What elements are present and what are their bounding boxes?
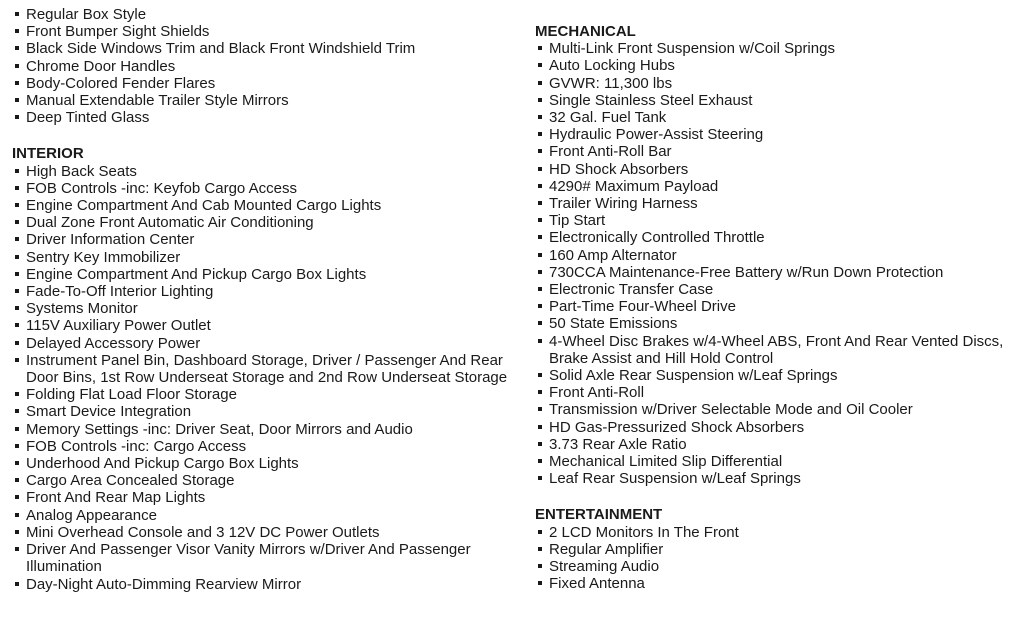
exterior-list — [12, 6, 527, 126]
entertainment-heading: ENTERTAINMENT — [535, 506, 663, 524]
list-item: Front Anti-Roll Bar — [535, 143, 1020, 160]
list-item: Analog Appearance — [12, 507, 527, 524]
list-item: Engine Compartment And Pickup Cargo Box Lights — [12, 266, 527, 283]
list-item: 32 Gal. Fuel Tank — [535, 109, 1020, 126]
list-item: Part-Time Four-Wheel Drive — [535, 298, 1020, 315]
list-item: Deep Tinted Glass — [12, 109, 527, 126]
list-item: Trailer Wiring Harness — [535, 195, 1020, 212]
list-item: Single Stainless Steel Exhaust — [535, 92, 1020, 109]
list-item: Body-Colored Fender Flares — [12, 75, 527, 92]
list-item: HD Gas-Pressurized Shock Absorbers — [535, 419, 1020, 436]
list-item: 4290# Maximum Payload — [535, 178, 1020, 195]
list-item: Smart Device Integration — [12, 403, 527, 420]
list-item: Front Anti-Roll — [535, 384, 1020, 401]
entertainment-list — [535, 524, 1020, 593]
list-item: Multi-Link Front Suspension w/Coil Springs — [535, 40, 1020, 57]
list-item: Leaf Rear Suspension w/Leaf Springs — [535, 470, 1020, 487]
list-item: Regular Box Style — [12, 6, 527, 23]
list-item: Tip Start — [535, 212, 1020, 229]
list-item: Fixed Antenna — [535, 575, 1020, 592]
interior-heading: INTERIOR — [12, 145, 84, 163]
list-item: Dual Zone Front Automatic Air Conditioning — [12, 214, 527, 231]
mechanical-list — [535, 40, 1020, 487]
list-item: Black Side Windows Trim and Black Front Windshield Trim — [12, 40, 527, 57]
list-item: Memory Settings -inc: Driver Seat, Door Mirrors and Audio — [12, 421, 527, 438]
list-item: Instrument Panel Bin, Dashboard Storage, Driver / Passenger And Rear Door Bins, 1st Row Underseat Storage and 2nd Row Underseat Storage — [12, 352, 527, 386]
list-item: 2 LCD Monitors In The Front — [535, 524, 1020, 541]
list-item: 730CCA Maintenance-Free Battery w/Run Down Protection — [535, 264, 1020, 281]
left-column — [12, 0, 527, 593]
list-item: Day-Night Auto-Dimming Rearview Mirror — [12, 576, 527, 593]
list-item: Chrome Door Handles — [12, 58, 527, 75]
list-item: 3.73 Rear Axle Ratio — [535, 436, 1020, 453]
list-item: GVWR: 11,300 lbs — [535, 75, 1020, 92]
interior-list — [12, 163, 527, 593]
list-item: FOB Controls -inc: Keyfob Cargo Access — [12, 180, 527, 197]
list-item: Electronically Controlled Throttle — [535, 229, 1020, 246]
list-item: Underhood And Pickup Cargo Box Lights — [12, 455, 527, 472]
list-item: Hydraulic Power-Assist Steering — [535, 126, 1020, 143]
list-item: HD Shock Absorbers — [535, 161, 1020, 178]
list-item: Folding Flat Load Floor Storage — [12, 386, 527, 403]
list-item: Manual Extendable Trailer Style Mirrors — [12, 92, 527, 109]
list-item: Engine Compartment And Cab Mounted Cargo Lights — [12, 197, 527, 214]
list-item: Sentry Key Immobilizer — [12, 249, 527, 266]
list-item: 50 State Emissions — [535, 315, 1020, 332]
list-item: FOB Controls -inc: Cargo Access — [12, 438, 527, 455]
list-item: Mini Overhead Console and 3 12V DC Power Outlets — [12, 524, 527, 541]
list-item: Driver And Passenger Visor Vanity Mirrors w/Driver And Passenger Illumination — [12, 541, 527, 575]
list-item: Mechanical Limited Slip Differential — [535, 453, 1020, 470]
list-item: Delayed Accessory Power — [12, 335, 527, 352]
list-item: Systems Monitor — [12, 300, 527, 317]
list-item: Auto Locking Hubs — [535, 57, 1020, 74]
list-item: Fade-To-Off Interior Lighting — [12, 283, 527, 300]
mechanical-heading: MECHANICAL — [535, 23, 636, 40]
list-item: Driver Information Center — [12, 231, 527, 248]
list-item: Front Bumper Sight Shields — [12, 23, 527, 40]
list-item: Electronic Transfer Case — [535, 281, 1020, 298]
list-item: 160 Amp Alternator — [535, 247, 1020, 264]
list-item: Transmission w/Driver Selectable Mode and Oil Cooler — [535, 401, 1020, 418]
list-item: Streaming Audio — [535, 558, 1020, 575]
list-item: High Back Seats — [12, 163, 527, 180]
list-item: Regular Amplifier — [535, 541, 1020, 558]
list-item: 4-Wheel Disc Brakes w/4-Wheel ABS, Front And Rear Vented Discs, Brake Assist and Hill Hold Control — [535, 333, 1020, 367]
list-item: Front And Rear Map Lights — [12, 489, 527, 506]
list-item: Cargo Area Concealed Storage — [12, 472, 527, 489]
list-item: 115V Auxiliary Power Outlet — [12, 317, 527, 334]
right-column — [535, 0, 1020, 593]
list-item: Solid Axle Rear Suspension w/Leaf Springs — [535, 367, 1020, 384]
